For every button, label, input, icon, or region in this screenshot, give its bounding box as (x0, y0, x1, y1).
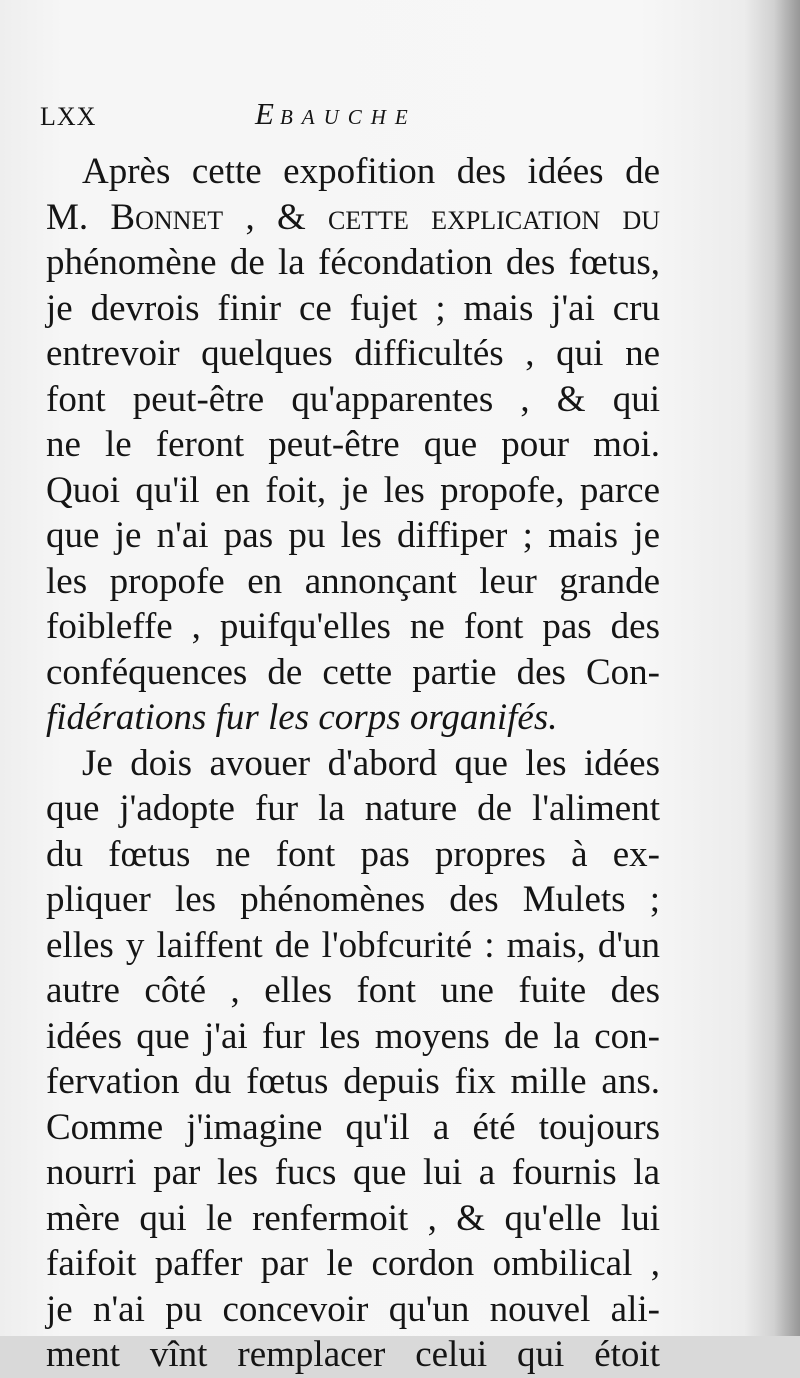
text-line: nourri par les fucs que lui a fournis la (46, 1152, 660, 1193)
text-line: foibleffe , puifqu'elles ne font pas des (46, 606, 660, 647)
text-line: phénomène de la fécondation des fœtus, (46, 242, 660, 283)
text-line: ne le feront peut-être que pour moi. (46, 424, 660, 465)
text-line: Après cette expofition des idées de (82, 151, 660, 192)
text-line: que je n'ai pas pu les diffiper ; mais je (46, 515, 660, 556)
text-line: Quoi qu'il en foit, je les propofe, parce (46, 469, 660, 511)
text-line: fidérations fur les corps organifés. (46, 697, 558, 738)
text-line: je devrois finir ce fujet ; mais j'ai cru (46, 287, 660, 329)
running-head-initial: E (255, 96, 280, 131)
text-line: mère qui le renfermoit , & qu'elle lui (46, 1197, 660, 1239)
text-line: conféquences de cette partie des Con- (46, 651, 660, 693)
text-line: ment vînt remplacer celui qui étoit (46, 1334, 660, 1375)
text-line: du fœtus ne font pas propres à ex- (46, 833, 660, 875)
page-header (40, 96, 760, 140)
text-line: M. Bonnet , & cette explication du (46, 196, 660, 238)
running-head (255, 96, 417, 132)
text-line: autre côté , elles font une fuite des (46, 970, 660, 1011)
text-line: idées que j'ai fur les moyens de la con- (46, 1015, 660, 1057)
text-line: que j'adopte fur la nature de l'aliment (46, 788, 660, 829)
text-line: entrevoir quelques difficultés , qui ne (46, 333, 660, 374)
text-line: les propofe en annonçant leur grande (46, 560, 660, 602)
text-line: pliquer les phénomènes des Mulets ; (46, 879, 660, 920)
text-line: font peut-être qu'apparentes , & qui (46, 378, 660, 420)
text-line: Comme j'imagine qu'il a été toujours (46, 1106, 660, 1148)
text-line: faifoit paffer par le cordon ombilical , (46, 1243, 660, 1284)
running-head-rest: BAUCHE (279, 105, 417, 129)
text-line: fervation du fœtus depuis fix mille ans. (46, 1061, 660, 1102)
text-line: je n'ai pu concevoir qu'un nouvel ali- (46, 1288, 660, 1330)
body-text (46, 149, 660, 1378)
page-edge-shadow (774, 0, 800, 1336)
text-line: elles y laiffent de l'obfcurité : mais, d'un (46, 924, 660, 966)
text-line: Je dois avouer d'abord que les idées (82, 742, 660, 784)
page-number: LXX (40, 102, 97, 131)
